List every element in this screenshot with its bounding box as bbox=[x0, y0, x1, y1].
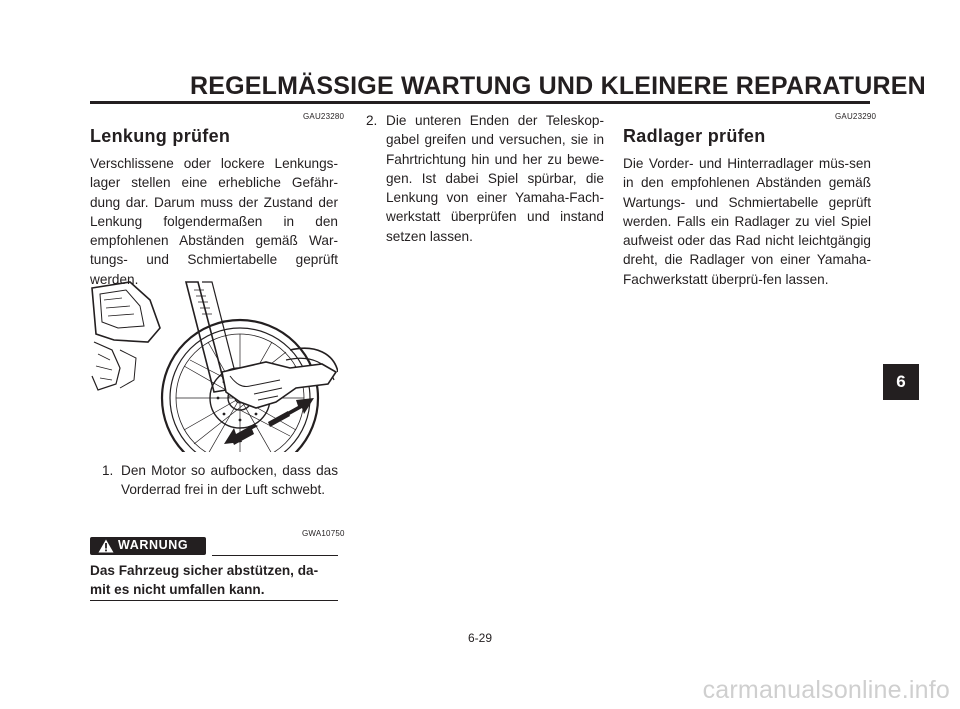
step-1-number: 1. bbox=[102, 463, 114, 478]
list-item-step-2 bbox=[366, 111, 604, 246]
page-header-title: REGELMÄSSIGE WARTUNG UND KLEINERE REPARATUREN bbox=[190, 72, 926, 100]
warning-rule-top bbox=[212, 555, 338, 556]
front-fork-wheel-illustration bbox=[90, 280, 338, 452]
paragraph-lenkung: Verschlissene oder lockere Lenkungs-lager stellen eine erhebliche Gefähr-dung dar. Darum muss der Zustand der Lenkung folgendermaßen in den empfohlenen Abständen gemäß War-tungs- und Schmiertabelle geprüft werden. bbox=[90, 156, 338, 287]
chapter-tab: 6 bbox=[883, 364, 919, 400]
page-number: 6-29 bbox=[467, 631, 493, 645]
warning-rule-bottom bbox=[90, 600, 338, 601]
step-1-text: Den Motor so aufbocken, dass das Vorderrad frei in der Luft schwebt. bbox=[121, 463, 338, 498]
paragraph-radlager: Die Vorder- und Hinterradlager müs-sen in den empfohlenen Abständen gemäß Wartungs- und Schmiertabelle geprüft werden. Falls ein Radlager zu viel Spiel aufweist oder das Rad nicht leichtgängig dreht, die Radlager von einer Yamaha-Fachwerkstatt überprü-fen lassen. bbox=[623, 156, 871, 287]
header-rule bbox=[90, 101, 870, 104]
watermark: carmanualsonline.info bbox=[702, 676, 950, 704]
section-code-lenkung: GAU23280 bbox=[303, 112, 345, 121]
step-2-number: 2. bbox=[366, 113, 378, 128]
warning-triangle-icon bbox=[98, 539, 114, 553]
list-item-step-1 bbox=[102, 461, 338, 500]
section-code-radlager: GAU23290 bbox=[835, 112, 877, 121]
heading-lenkung-pruefen: Lenkung prüfen bbox=[90, 126, 231, 146]
heading-radlager-pruefen: Radlager prüfen bbox=[623, 126, 766, 146]
warning-badge bbox=[90, 537, 206, 555]
warning-code: GWA10750 bbox=[302, 529, 345, 538]
warning-label: WARNUNG bbox=[118, 538, 189, 552]
warning-text: Das Fahrzeug sicher abstützen, da-mit es nicht umfallen kann. bbox=[90, 563, 319, 597]
step-2-text: Die unteren Enden der Teleskop-gabel greifen und versuchen, sie in Fahrtrichtung hin und her zu bewe-gen. Ist dabei Spiel spürbar, die Lenkung von einer Yamaha-Fach-werkstatt überprüfen und instand setzen lassen. bbox=[386, 113, 604, 244]
